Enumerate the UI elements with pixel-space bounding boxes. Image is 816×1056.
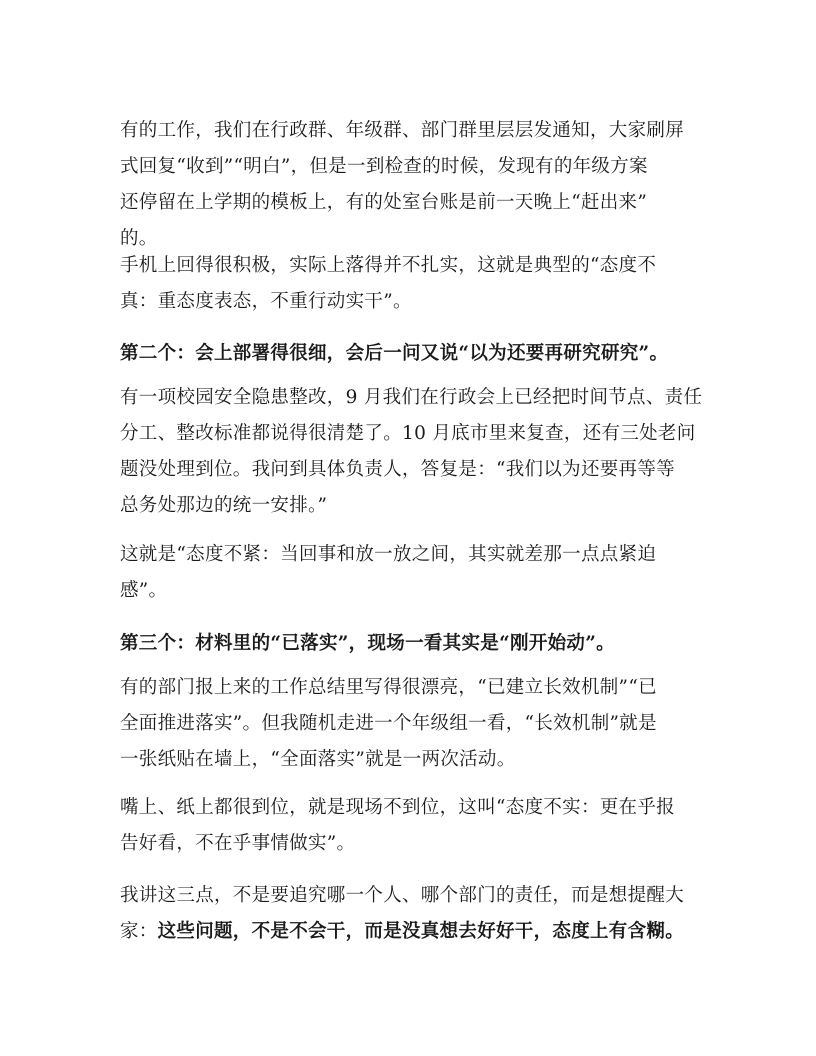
paragraph-line: 全面推进落实”。但我随机走进一个年级组一看，“长效机制”就是 xyxy=(120,713,657,734)
paragraph-bold-emphasis: 这些问题，不是不会干，而是没真想去好好干，态度上有含糊。 xyxy=(157,921,685,942)
paragraph-line: 我讲这三点，不是要追究哪一个人、哪个部门的责任，而是想提醒大 xyxy=(120,885,685,906)
paragraph-line: 分工、整改标准都说得很清楚了。10 月底市里来复查，还有三处老问 xyxy=(120,423,696,444)
paragraph-line: 还停留在上学期的模板上，有的处室台账是前一天晚上“赶出来” xyxy=(120,192,648,213)
paragraph-line: 这就是“态度不紧：当回事和放一放之间，其实就差那一点点紧迫 xyxy=(120,544,657,565)
paragraph-4 xyxy=(120,380,703,524)
paragraph-line: 手机上回得很积极，实际上落得并不扎实，这就是典型的“态度不 xyxy=(120,255,657,276)
paragraph-line: 告好看，不在乎事情做实”。 xyxy=(120,833,356,854)
paragraph-line: 一张纸贴在墙上，“全面落实”就是一两次活动。 xyxy=(120,749,516,770)
paragraph-1 xyxy=(120,113,700,257)
paragraph-mixed-line xyxy=(120,914,700,950)
paragraph-line: 真：重态度表态，不重行动实干”。 xyxy=(120,291,412,312)
paragraph-line: 有的部门报上来的工作总结里写得很漂亮，“已建立长效机制”“已 xyxy=(120,677,657,698)
paragraph-2 xyxy=(120,248,700,320)
paragraph-7 xyxy=(120,670,700,778)
section-heading-2 xyxy=(120,336,700,372)
paragraph-line: 有的工作，我们在行政群、年级群、部门群里层层发通知，大家刷屏 xyxy=(120,120,685,141)
paragraph-line: 式回复“收到”“明白”，但是一到检查的时候，发现有的年级方案 xyxy=(120,156,648,177)
heading-line: 第二个：会上部署得很细，会后一问又说“以为还要再研究研究”。 xyxy=(120,343,669,364)
paragraph-5 xyxy=(120,537,700,609)
paragraph-line: 总务处那边的统一安排。” xyxy=(120,495,328,516)
paragraph-line: 嘴上、纸上都很到位，就是现场不到位，这叫“态度不实：更在乎报 xyxy=(120,797,675,818)
paragraph-line: 有一项校园安全隐患整改，9 月我们在行政会上已经把时间节点、责任 xyxy=(120,387,703,408)
paragraph-9 xyxy=(120,878,700,950)
paragraph-8 xyxy=(120,790,700,862)
paragraph-line: 题没处理到位。我问到具体负责人，答复是：“我们以为还要再等等 xyxy=(120,459,675,480)
paragraph-line: 感”。 xyxy=(120,580,168,601)
heading-line: 第三个：材料里的“已落实”，现场一看其实是“刚开始动”。 xyxy=(120,633,615,654)
paragraph-normal-segment: 家： xyxy=(120,921,158,942)
section-heading-3 xyxy=(120,626,700,662)
paragraph-line: 的。 xyxy=(120,228,158,249)
